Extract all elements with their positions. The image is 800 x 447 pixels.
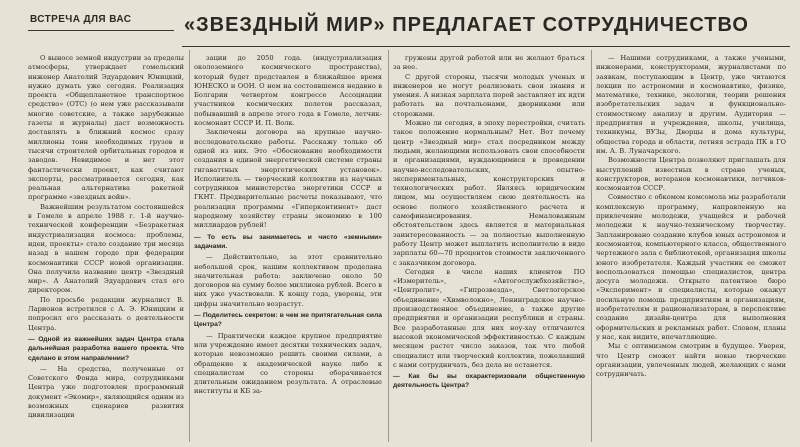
paragraph: Совместно с обкомом комсомола мы разработали комплексную программу, направленную на привлечение молодежи, учащейся и рабочей молодежи к научно-техническому творчеству. Запланировано создание клубов юных астрономов и космонавтов, компьютерного класса, общественного чертежного зала с библиотекой, организация школы юного изобретателя. Каждый участник ее сможет воспользоваться помощью специалистов, центра досуга молодежи. Открыто патентное бюро «Эксперимент» и специалисты, которые окажут посильную помощь предприятиям и организациям, изобретателям и рационализаторам, в перспективе создание дизайн-центра для выполнения оформительских и рекламных работ. Словом, планы у нас, как видите, впечатляющие.	[596, 193, 786, 341]
paragraph: Возможности Центра позволяют приглашать для выступлений известных в стране ученых, конструкторов, ветеранов космонавтики, летчиков-космонавтов СССР.	[596, 156, 786, 193]
interview-question: — То есть вы занимаетесь и чисто «земными» задачами.	[194, 233, 382, 250]
paragraph: — На средства, полученные от Советского Фонда мира, сотрудниками Центра уже подготовлен программный документ «Экомир», являющийся одним из возможных сценариев развития цивилизации	[28, 364, 184, 420]
paragraph: По просьбе редакции журналист В. Ларионов встретился с А. Э. Юницким и попросил его рассказать о деятельности Центра.	[28, 295, 184, 332]
article-column-4	[596, 54, 786, 444]
paragraph: О выносе земной индустрии за пределы атмосферы, утверждает гомельский инженер Анатолий Эдуардович Юницкий, нужно думать уже сегодня. Реализация проекта «Общепланетное транспортное средство» (ОТС) (о нем уже рассказывали многие советские, а также зарубежные газеты и журналы) даст возможность доставлять в ближний космос сразу миллионы тонн необходимых грузов и тысячи строителей орбитальных городов и заводов. Невидимое и нет этот фантастически проект, как считают эксперты, рассматривается сегодня, как реальная альтернатива ракетной программе «звездных войн».	[28, 54, 184, 202]
paragraph: Заключены договора на крупные научно-исследовательские работы. Расскажу только об одной из них. Это «Обоснование необходимости создания в единой энергетической системе страны гигаваттных энергетических установок». Исполнитель — творческий коллектив из научных сотрудников министерства энергетики СССР и ГКНТ. Предварительные расчеты показывают, что реализация программы «Гиперконтинент» даст народному хозяйству страны экономию в 100 миллиардов рублей!	[194, 128, 382, 230]
paragraph: — Практически каждое крупное предприятие или учреждение имеет десятки технических задач, которые невозможно решить своими силами, а обращение к академической науке либо к специалистам со стороны оборачивается длительным ожиданием результата. А отраслевые институты и КБ за-	[194, 331, 382, 396]
interview-question: — Поделитесь секретом: в чем же притягательная сила Центра?	[194, 312, 382, 329]
paragraph: — Нашими сотрудниками, а также учеными, инженерами, конструкторами, журналистами по заявкам, поступающим в Центр, уже читаются лекции по астрономии и космонавтике, физике, математике, технике, экологии, теории решения изобретательских задач и функционально-стоимостному анализу и другим. Аудитория — предприятия и учреждения, школы, училища, техникумы, ВУЗы, Дворцы и дома культуры, общества города и области, летняя эстрада ПК в ГО им. А. В. Луначарского.	[596, 54, 786, 155]
paragraph: Важнейшим результатом состоявшейся в Гомеле в апреле 1988 г. 1-й научно-технической конференции «Безракетная индустриализация космоса: проблемы, идеи, проекты» стало создание три месяца назад в нашем городе при федерации космонавтики СССР новой организации. Она получила название центр «Звездный мир». А Анатолий Эдуардович стал его директором.	[28, 202, 184, 295]
paragraph: гружены другой работой или не желают браться за нее.	[393, 54, 585, 72]
column-divider	[591, 50, 592, 442]
paragraph: Мы с оптимизмом смотрим в будущее. Уверен, что Центр сможет найти новые творческие организации, увлеченных людей, желающих с нами сотрудничать.	[596, 342, 786, 379]
paragraph: зации до 2050 года. (индустриализация околоземного космического пространства), который будет представлен в ближайшее время ЮНЕСКО и ООН. О нем на состоявшемся недавно в Болгарии четвертом конгрессе Ассоциации участников космических полетов рассказал, побывавший в апреле этого года в Гомеле, летчик-космонавт СССР И. П. Волк.	[194, 54, 382, 128]
headline: «ЗВЕЗДНЫЙ МИР» ПРЕДЛАГАЕТ СОТРУДНИЧЕСТВО	[184, 14, 749, 36]
article-column-1	[28, 54, 184, 444]
article-column-3	[393, 54, 585, 444]
paragraph: Сегодня в числе наших клиентов ПО «Измеритель», «Автогослужбхозяйство», «Центролит», «Гипрозвезда», Светлогорское объединение «Химволокно», Ленинградское научно-производственное объединение, а также другие предприятия и организации республики и страны. Все разработанные для них ноу-хау отличаются высокой экономической эффективностью. С каждым месяцем растет число заказов, так что любой специалист или творческий коллектив, пожелавший с нами сотрудничать, без дела не останется.	[393, 267, 585, 369]
article-column-2	[194, 54, 382, 444]
interview-question: — Как бы вы охарактеризовали общественную деятельность Центра?	[393, 373, 585, 390]
column-divider	[189, 50, 190, 442]
column-divider	[388, 50, 389, 442]
paragraph: С другой стороны, тысячи молодых ученых и инженеров не могут реализовать свои знания и умения. А низкая зарплата порой заставляет их идти работать на почтальонами, дворниками или сторожами.	[393, 72, 585, 118]
rubric-rule	[28, 30, 174, 31]
interview-question: — Одной из важнейших задач Центра стала дальнейшая разработка вашего проекта. Что сделано в этом направлении?	[28, 335, 184, 362]
paragraph: Можно ли сегодня, в эпоху перестройки, считать такое положение нормальным? Нет. Вот почему центр «Звездный мир» стал посредником между людьми, желающими использовать свои способности и организациями, нуждающимися в проведении научно-исследовательских, опытно-экспериментальных, конструкторских и технологических работ. Являясь юридическим лицом, мы осуществляем свою деятельность на основе полного хозяйственного расчета и самофинансирования. Немаловажным обстоятельством здесь является и материальная заинтересованность — за полностью выполненную работу Центр может выплатить исполнителю в виде зарплаты 60—70 процентов стоимости заключенного с заказчиком договора.	[393, 119, 585, 267]
headline-rule	[182, 46, 790, 47]
paragraph: — Действительно, за этот сравнительно небольшой срок, нашим коллективом проделана значительная работа: заключено около 50 договоров на сумму более миллиона рублей. Всего в них уже участвовали. К концу года, уверены, эти цифры значительно возрастут.	[194, 253, 382, 308]
rubric-label: ВСТРЕЧА ДЛЯ ВАС	[30, 14, 132, 25]
